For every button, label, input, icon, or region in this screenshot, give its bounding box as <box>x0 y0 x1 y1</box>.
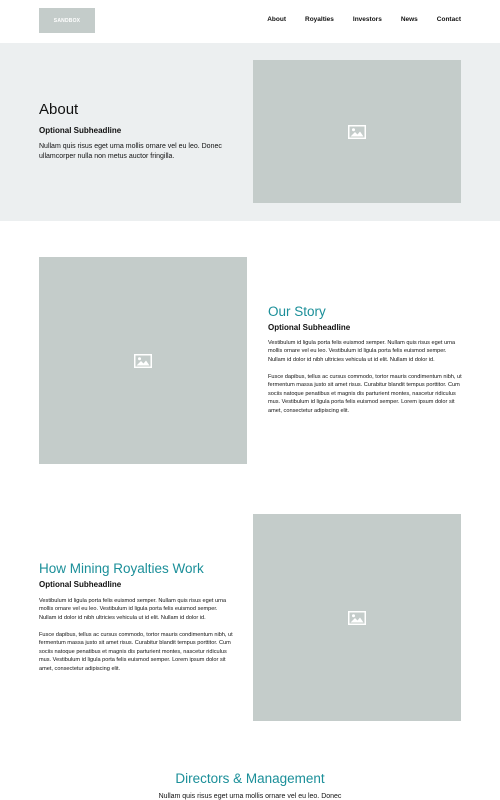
story-paragraph-1: Vestibulum id ligula porta felis euismod semper. Nullam quis risus eget urna mollis ornare vel eu leo. Vestibulum id ligula porta felis euismod semper. Nullam id dolor id nibh ultricies vehicula ut id elit. Nullam id dolor id. <box>268 340 456 363</box>
story-subheadline: Optional Subheadline <box>268 323 351 332</box>
directors-title: Directors & Management <box>175 771 325 786</box>
image-icon <box>134 354 152 368</box>
nav-contact[interactable]: Contact <box>436 16 461 23</box>
directors-body: Nullam quis risus eget urna mollis ornare vel eu leo. Donec <box>158 793 342 800</box>
image-icon <box>348 611 366 625</box>
story-image-placeholder <box>39 257 247 464</box>
logo[interactable]: SANDBOX <box>39 8 95 33</box>
mining-paragraph-1: Vestibulum id ligula porta felis euismod semper. Nullam quis risus eget urna mollis ornare vel eu leo. Vestibulum id ligula porta felis euismod semper. Nullam id dolor id nibh ultricies vehicula ut id elit. Nullam id dolor id. <box>39 598 227 621</box>
about-title: About <box>39 101 79 118</box>
story-paragraph-2: Fusce dapibus, tellus ac cursus commodo, tortor mauris condimentum nibh, ut fermentum massa justo sit amet risus. Curabitur blandit tempus porttitor. Cum sociis natoque penatibus et magnis dis parturient montes, nascetur ridiculus mus. Vestibulum id ligula porta felis euismod semper. Lorem ipsum dolor sit amet, consectetur adipiscing elit. <box>268 374 462 414</box>
about-image-placeholder <box>253 60 461 203</box>
about-subheadline: Optional Subheadline <box>39 126 122 135</box>
nav-about[interactable]: About <box>267 16 286 23</box>
mining-image-placeholder <box>253 514 461 721</box>
mining-paragraph-2: Fusce dapibus, tellus ac cursus commodo, tortor mauris condimentum nibh, ut fermentum massa justo sit amet risus. Curabitur blandit tempus porttitor. Cum sociis natoque penatibus et magnis dis parturient montes, nascetur ridiculus mus. Vestibulum id ligula porta felis euismod semper. Lorem ipsum dolor sit amet, consectetur adipiscing elit. <box>39 632 233 672</box>
story-title: Our Story <box>268 304 326 319</box>
main-nav <box>248 16 461 23</box>
image-icon <box>348 125 366 139</box>
nav-royalties[interactable]: Royalties <box>305 16 334 23</box>
mining-subheadline: Optional Subheadline <box>39 580 122 589</box>
nav-investors[interactable]: Investors <box>352 16 382 23</box>
nav-news[interactable]: News <box>400 16 418 23</box>
about-body: Nullam quis risus eget urna mollis ornare vel eu leo. Donec ullamcorper nulla non metus auctor fringilla. <box>39 143 222 160</box>
mining-title: How Mining Royalties Work <box>39 561 204 576</box>
site-header <box>0 0 500 43</box>
